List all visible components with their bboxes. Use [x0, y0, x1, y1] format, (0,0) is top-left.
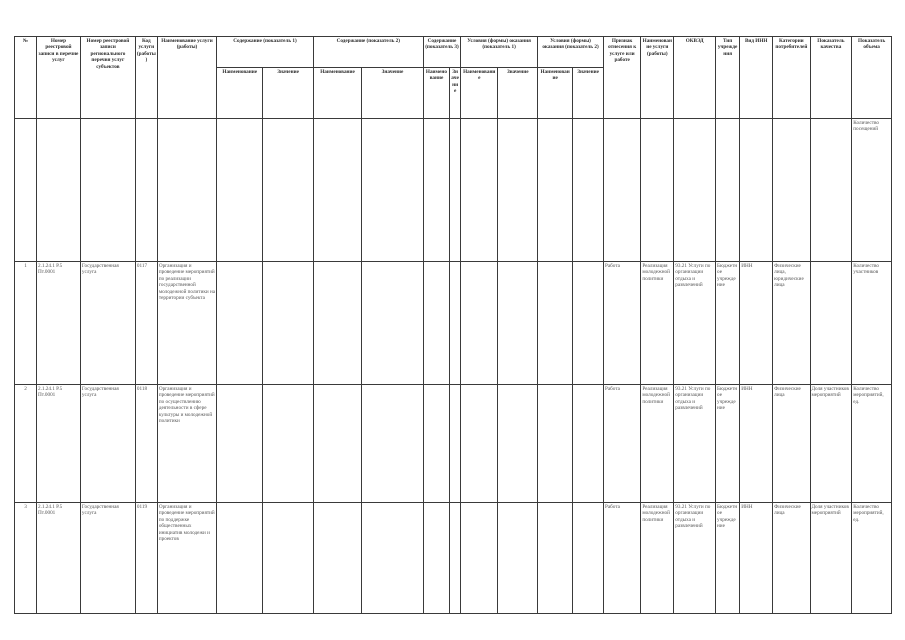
table-row [15, 262, 892, 385]
cell-code [135, 119, 157, 262]
col-cond1-name: Наименование [461, 68, 498, 119]
cell-regional: Государственная услуга [80, 385, 135, 503]
cell-category: Физические лица [773, 385, 810, 503]
cell-inn: ИНН [740, 262, 773, 385]
col-cond1: Условия (формы) оказания (показатель 1) [461, 37, 538, 68]
cell-regional: Государственная услуга [80, 503, 135, 614]
cell-reg: 2.1.24.1 Р.5 Пт.0001 [36, 385, 80, 503]
col-content1-value: Значение [263, 68, 314, 119]
cell-sphere: Реализация молодежной политики [641, 503, 674, 614]
cell-regional [80, 119, 135, 262]
cell-sign: Работа [603, 262, 640, 385]
cell-num: 2 [15, 385, 37, 503]
col-content3-name: Наименование [423, 68, 449, 119]
col-name: Наименование услуги (работы) [157, 37, 216, 119]
col-content2-value: Значение [362, 68, 424, 119]
col-type: Тип учреждения [716, 37, 740, 119]
cell-sign: Работа [603, 503, 640, 614]
col-content3-value: Значение [450, 68, 461, 119]
col-cond2-name: Наименование [538, 68, 573, 119]
cell-code: 0118 [135, 385, 157, 503]
cell-name: Организация и проведение мероприятий по поддержке общественных инициатив молодежи и проектов [157, 503, 216, 614]
col-inn: Вид ИНН [740, 37, 773, 119]
cell-num [15, 119, 37, 262]
cell-code: 0119 [135, 503, 157, 614]
cell-category [773, 119, 810, 262]
cell-num: 3 [15, 503, 37, 614]
cell-okved: 93.21 Услуги по организации отдыха и развлечений [674, 385, 716, 503]
cell-inn: ИНН [740, 385, 773, 503]
cell-sphere: Реализация молодежной политики [641, 262, 674, 385]
col-quality: Показатель качества [810, 37, 852, 119]
col-sphere: Наименование услуги (работы) [641, 37, 674, 119]
cell-quality [810, 119, 852, 262]
cell-sphere: Реализация молодежной политики [641, 385, 674, 503]
table-row [15, 385, 892, 503]
cell-reg: 2.1.24.1 Р.5 Пт.0001 [36, 503, 80, 614]
col-category: Категории потребителей [773, 37, 810, 119]
cell-code: 0117 [135, 262, 157, 385]
cell-name [157, 119, 216, 262]
cell-type [716, 119, 740, 262]
cell-num: 1 [15, 262, 37, 385]
col-reg-number: Номер реестровой записи в перечне услуг [36, 37, 80, 119]
col-content3: Содержание (показатель 3) [423, 37, 460, 68]
cell-sign [603, 119, 640, 262]
cell-inn: ИНН [740, 503, 773, 614]
col-volume: Показатель объема [852, 37, 892, 119]
cell-name: Организация и проведение мероприятий по реализации государственной молодежной политики на территории субъекта [157, 262, 216, 385]
cell-name: Организация и проведение мероприятий по осуществлению деятельности в сфере культуры и молодежной политики [157, 385, 216, 503]
cell-volume: Количество посещений [852, 119, 892, 262]
col-num: № [15, 37, 37, 119]
registry-sheet [14, 36, 892, 614]
col-cond1-value: Значение [498, 68, 538, 119]
cell-sign: Работа [603, 385, 640, 503]
cell-quality: Доля участников мероприятий [810, 503, 852, 614]
col-content1-name: Наименование [217, 68, 263, 119]
col-content2: Содержание (показатель 2) [313, 37, 423, 68]
cell-reg: 2.1.24.1 Р.5 Пт.0001 [36, 262, 80, 385]
col-cond2: Условия (формы) оказания (показатель 2) [538, 37, 604, 68]
cell-category: Физические лица [773, 503, 810, 614]
cell-reg [36, 119, 80, 262]
cell-type: Бюджетное учреждение [716, 262, 740, 385]
table-row [15, 503, 892, 614]
cell-sphere [641, 119, 674, 262]
cell-volume: Количество мероприятий, ед. [852, 503, 892, 614]
table-row [15, 119, 892, 262]
cell-okved: 93.21 Услуги по организации отдыха и развлечений [674, 262, 716, 385]
cell-regional: Государственная услуга [80, 262, 135, 385]
col-content2-name: Наименование [313, 68, 361, 119]
cell-quality: Доля участников мероприятий [810, 385, 852, 503]
cell-volume: Количество участников [852, 262, 892, 385]
cell-quality [810, 262, 852, 385]
col-sign: Признак отнесения к услуге или работе [603, 37, 640, 119]
cell-type: Бюджетное учреждение [716, 503, 740, 614]
col-code: Код услуги (работы) [135, 37, 157, 119]
cell-category: Физические лица, юридические лица [773, 262, 810, 385]
cell-volume: Количество мероприятий, ед. [852, 385, 892, 503]
col-okved: ОКВЭД [674, 37, 716, 119]
cell-inn [740, 119, 773, 262]
cell-type: Бюджетное учреждение [716, 385, 740, 503]
col-cond2-value: Значение [573, 68, 604, 119]
cell-okved [674, 119, 716, 262]
col-content1: Содержание (показатель 1) [217, 37, 314, 68]
cell-okved: 93.21 Услуги по организации отдыха и развлечений [674, 503, 716, 614]
registry-table [14, 36, 892, 614]
col-regional-number: Номер реестровой записи регионального перечня услуг субъектов [80, 37, 135, 119]
